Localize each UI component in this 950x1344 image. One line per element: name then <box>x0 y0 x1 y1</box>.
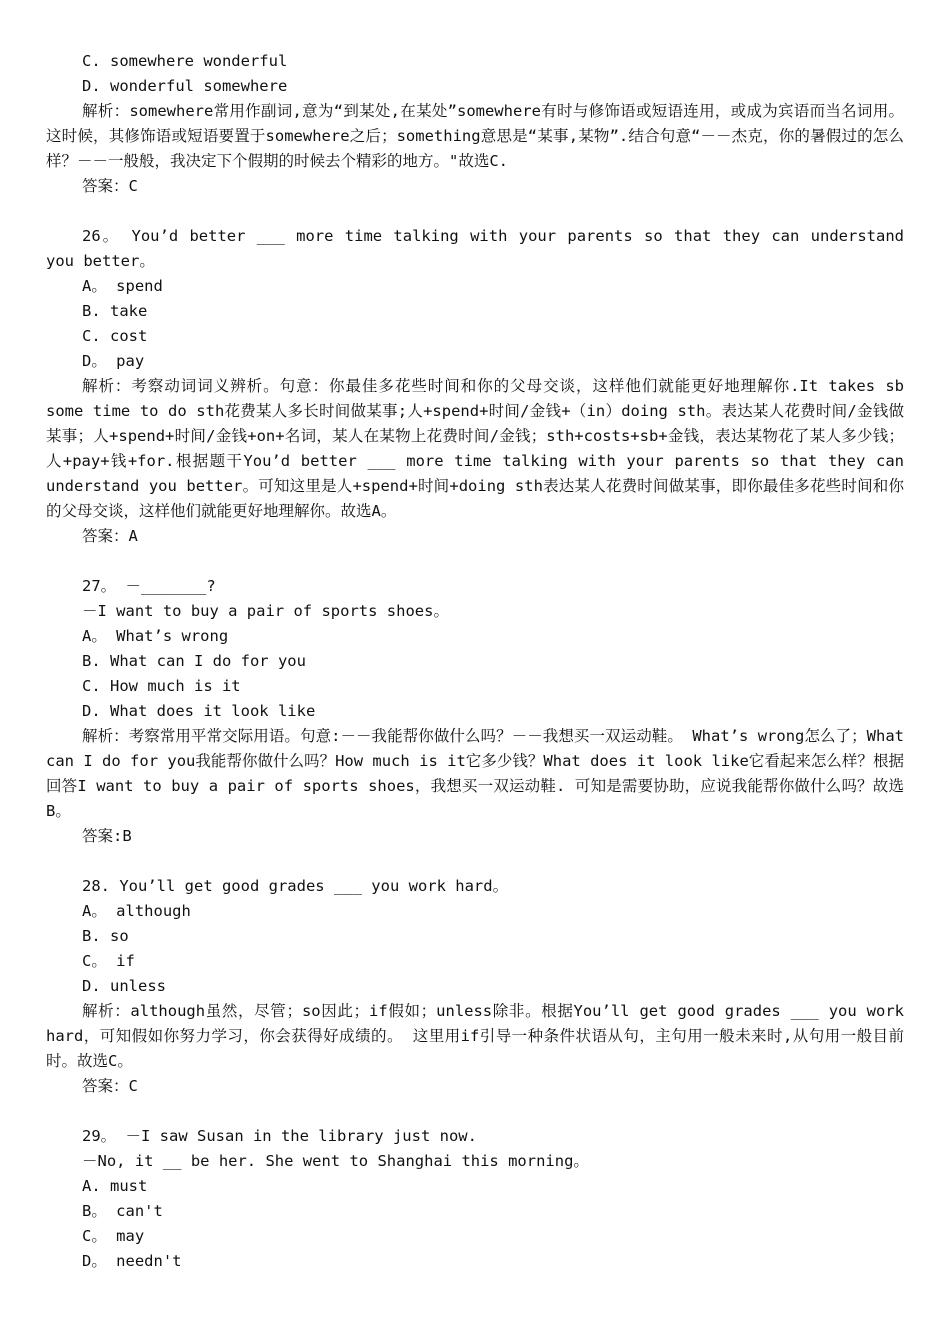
q28-option-a: A。 although <box>82 902 191 920</box>
q26-option-d: D。 pay <box>82 352 145 370</box>
q29-option-c: C。 may <box>82 1227 145 1245</box>
q26-analysis: 解析：考察动词词义辨析。句意：你最佳多花些时间和你的父母交谈，这样他们就能更好地理解你.It takes sb some time to do sth花费某人多长时间做某事;人+spend+时间/金钱+（in）doing sth。表达某人花费时间/金钱做某事；人+spend+时间/金钱+on+名词，某人在某物上花费时间/金钱；sth+costs+sb+金钱，表达某物花了某人多少钱；人+pay+钱+for.根据题干You’d better ___ more time talking with your parents so that they can understand you better。可知这里是人+spend+时间+doing sth表达某人花费时间做某事，即你最佳多花些时间和你的父母交谈，这样他们就能更好地理解你。故选A。 <box>46 377 904 520</box>
analysis-text: 解析：somewhere常用作副词,意为“到某处,在某处”somewhere有时与修饰语或短语连用，或成为宾语而当名词用。这时候，其修饰语或短语要置于somewhere之后；something意思是“某事,某物”.结合句意“－－杰克，你的暑假过的怎么样？－－一般般，我决定下个假期的时候去个精彩的地方。"故选C. <box>46 102 904 170</box>
q27-answer: 答案:B <box>82 827 132 845</box>
q28-option-d: D. unless <box>82 977 166 995</box>
q26-option-b: B. take <box>82 302 148 320</box>
q28-answer: 答案：C <box>82 1077 138 1095</box>
q27-option-b: B. What can I do for you <box>82 652 306 670</box>
q27-option-c: C. How much is it <box>82 677 241 695</box>
document-page <box>46 49 904 1274</box>
q27-option-a: A。 What’s wrong <box>82 627 229 645</box>
q28-analysis: 解析：although虽然，尽管；so因此；if假如；unless除非。根据You’ll get good grades ___ you work hard，可知假如你努力学习，你会获得好成绩的。 这里用if引导一种条件状语从句，主句用一般未来时,从句用一般目前时。故选C。 <box>46 1002 904 1070</box>
question-27-stem: 27。 －_______? <box>82 577 216 595</box>
option-c: C. somewhere wonderful <box>82 52 288 70</box>
q26-option-a: A。 spend <box>82 277 163 295</box>
option-d: D. wonderful somewhere <box>82 77 288 95</box>
q27-dialogue-line: －I want to buy a pair of sports shoes。 <box>82 602 449 620</box>
q29-option-b: B。 can't <box>82 1202 163 1220</box>
q26-option-c: C. cost <box>82 327 148 345</box>
q28-option-b: B. so <box>82 927 129 945</box>
question-29-stem: 29。 －I saw Susan in the library just now. <box>82 1127 477 1145</box>
answer-text: 答案：C <box>82 177 138 195</box>
q29-option-a: A. must <box>82 1177 148 1195</box>
q27-analysis: 解析：考察常用平常交际用语。句意:－－我能帮你做什么吗？－－我想买一双运动鞋。 What’s wrong怎么了；What can I do for you我能帮你做什么吗？How much is it它多少钱？What does it look like它看起来怎么样？根据回答I want to buy a pair of sports shoes，我想买一双运动鞋. 可知是需要协助，应说我能帮你做什么吗？故选B。 <box>46 727 904 820</box>
question-26-stem: 26。 You’d better ___ more time talking with your parents so that they can understand you better。 <box>46 227 904 270</box>
q29-dialogue-line: －No, it __ be her. She went to Shanghai this morning。 <box>82 1152 589 1170</box>
q28-option-c: C。 if <box>82 952 135 970</box>
question-28-stem: 28. You’ll get good grades ___ you work hard。 <box>82 877 509 895</box>
q27-option-d: D. What does it look like <box>82 702 316 720</box>
q26-answer: 答案：A <box>82 527 138 545</box>
q29-option-d: D。 needn't <box>82 1252 182 1270</box>
